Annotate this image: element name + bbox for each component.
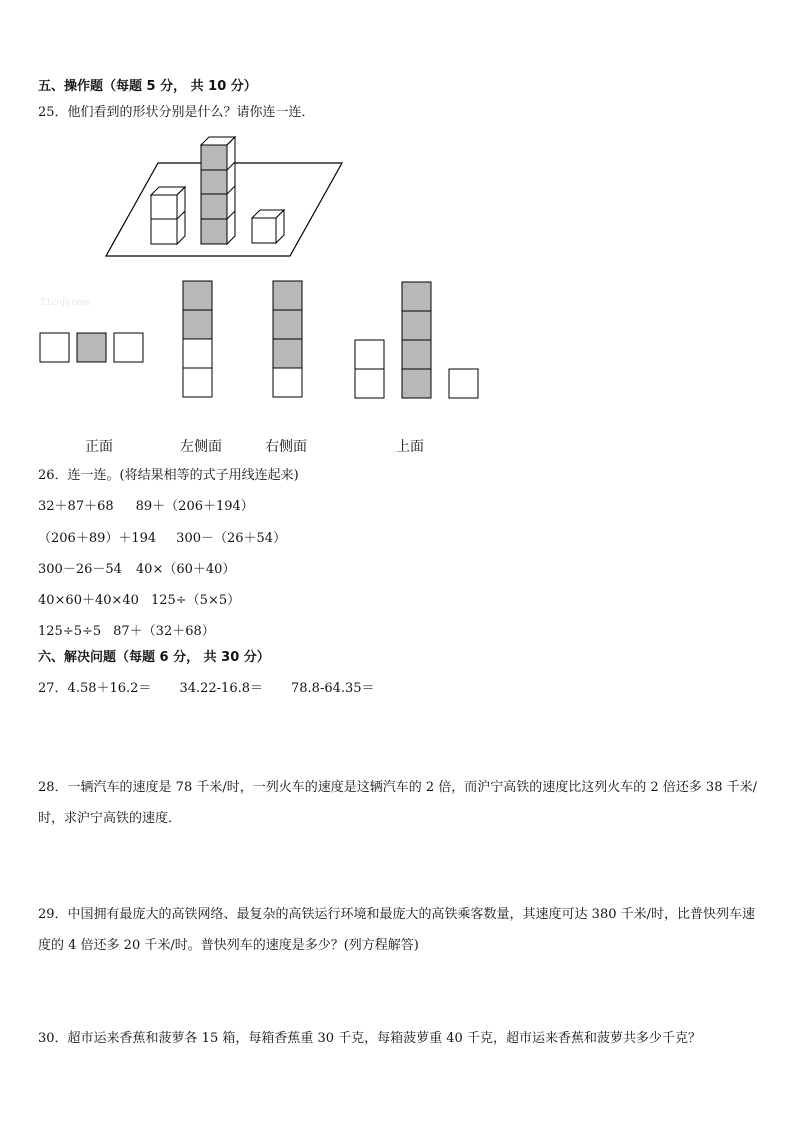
q26-row (38, 498, 254, 516)
section6-heading: 六、解决问题（每题 6 分， 共 30 分） (38, 650, 270, 665)
view-option-row (40, 333, 143, 362)
q26-text: 26．连一连。(将结果相等的式子用线连起来) (38, 468, 299, 483)
cube-single (252, 210, 284, 243)
q25-figure (0, 0, 794, 420)
q30-text: 30．超市运来香蕉和菠萝各 15 箱，每箱香蕉重 30 千克，每箱菠萝重 40 千克，超市运来香蕉和菠萝共多少千克？ (38, 1031, 701, 1046)
q26-right: 300－（26＋54） (176, 531, 287, 546)
q29-text: 29．中国拥有最庞大的高铁网络、最复杂的高铁运行环境和最庞大的高铁乘客数量，其速度可达 380 千米/时，比普快列车速度的 4 倍还多 20 千米/时。普快列车的速度是多少？(列方程解答) (38, 907, 756, 953)
q25-text: 25．他们看到的形状分别是什么？请你连一连． (38, 105, 315, 120)
view-option-group (355, 282, 478, 398)
q26-row (38, 561, 235, 579)
q26-right: 125÷（5×5） (150, 593, 241, 608)
label-left-side: 左侧面 (180, 439, 222, 455)
cube-stack-two (151, 187, 185, 244)
section5-heading: 五、操作题（每题 5 分， 共 10 分） (38, 79, 257, 94)
q26-left: （206＋89）＋194 (38, 531, 157, 546)
view-option-column-b (273, 281, 302, 397)
q26-left: 125÷5÷5 (38, 624, 102, 639)
label-right-side: 右侧面 (265, 439, 307, 455)
q26-row (38, 530, 286, 548)
q26-right: 40×（60＋40） (135, 562, 236, 577)
q27-expr: 78.8-64.35＝ (291, 681, 375, 696)
q28-text: 28．一辆汽车的速度是 78 千米/时，一列火车的速度是这辆汽车的 2 倍，而沪宁高铁的速度比这列火车的 2 倍还多 38 千米/时，求沪宁高铁的速度． (38, 780, 757, 826)
watermark: 21cnjy.com (40, 298, 91, 308)
q26-left: 300－26－54 (38, 562, 122, 577)
q26-row (38, 623, 215, 641)
q27-expr: 34.22-16.8＝ (179, 681, 263, 696)
q26-left: 40×60＋40×40 (38, 593, 139, 608)
label-front: 正面 (85, 439, 113, 455)
label-top: 上面 (396, 439, 424, 455)
q26-left: 32＋87＋68 (38, 499, 114, 514)
q27-row (38, 680, 375, 698)
q26-right: 89＋（206＋194） (135, 499, 254, 514)
view-option-column-a (183, 281, 212, 397)
cube-stack-four (201, 137, 235, 244)
q26-row (38, 592, 240, 610)
q27-expr: 27．4.58＋16.2＝ (38, 681, 152, 696)
q26-right: 87＋（32＋68） (113, 624, 215, 639)
